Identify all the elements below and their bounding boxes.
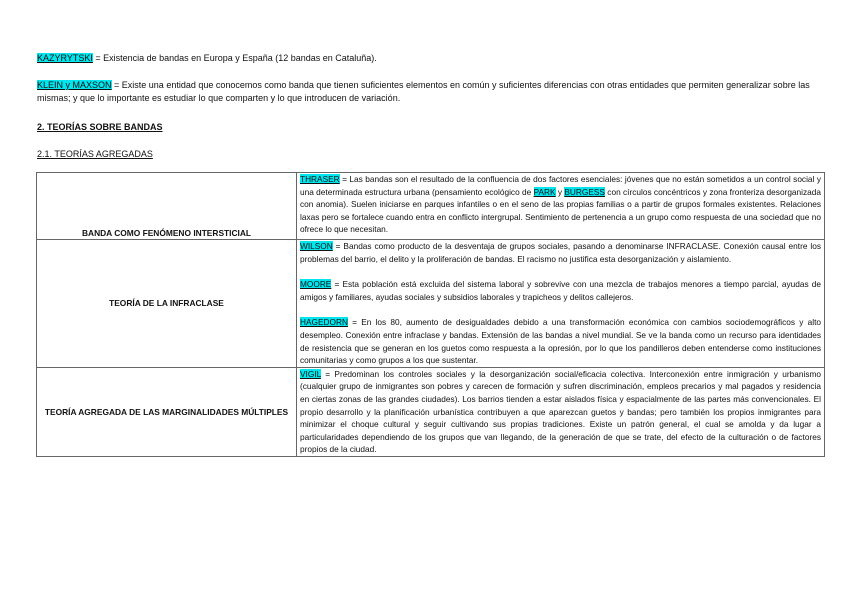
table-row [37,367,825,456]
author-park: PARK [533,186,556,197]
klein-paragraph [37,79,817,105]
author-burgess: BURGESS [564,186,605,197]
subsection-title: 2.1. TEORÍAS AGREGADAS [37,149,153,159]
moore-paragraph: MOORE = Esta población está excluida del sistema laboral y sobrevive con una mezcla de trabajos menores a tiempo parcial, ayudas de amigos y familiares, ayudas sociales y subsidios laborales y trapicheos y delitos callejeros. [300,279,821,302]
row-label: BANDA COMO FENÓMENO INTERSTICIAL [37,173,297,240]
table-row [37,240,825,368]
kazyrtski-text: = Existencia de bandas en Europa y España (12 bandas en Cataluña). [92,53,377,63]
author-klein-maxson: KLEIN y MAXSON [37,80,112,90]
hagedorn-paragraph: HAGEDORN = En los 80, aumento de desigualdades debido a una transformación económica con cambios sociodemográficos y alto desempleo. Conexión entre infraclase y bandas. Extensión de las bandas a nivel mundial. Se ve la banda como un recurso para identidades de resistencia que se generan en los guetos como respuesta a la opresión, por lo que los pandilleros deben entenderse como instituciones comunitarias y como grupos a los que sustentar. [300,317,821,366]
author-wilson: WILSON [300,241,333,251]
row-content [297,367,825,456]
author-kazyrtski: KAZYRYTSKI [37,53,93,63]
author-moore: MOORE [300,279,332,290]
thraser-paragraph: THRASER = Las bandas son el resultado de la confluencia de dos factores esenciales: jóvenes que no están sometidos a un control social y una determinada estructura urbana (pensamiento ecológico de PARK y BURGESS con círculos concéntricos y zona fronteriza desorganizada con anomia). Suelen iniciarse en parques infantiles o en el seno de las propias familias o a partir de grupos formales existentes. Relaciones laxas pero se fortalece cuando entra en conflicto intergrupal. Sentimiento de pertenencia a un grupo como respuesta de una sociedad que no ofrece lo que necesitan. [300,174,821,235]
row-label: TEORÍA AGREGADA DE LAS MARGINALIDADES MÚLTIPLES [37,367,297,456]
row-label: TEORÍA DE LA INFRACLASE [37,240,297,368]
author-thraser: THRASER [300,174,340,184]
vigil-paragraph: VIGIL = Predominan los controles sociales y la desorganización social/eficacia colectiva. Interconexión entre inmigración y urbanismo (cualquier grupo de inmigrantes son pobres y carecen de formación y sufren discriminación, empleos precarios y mal pagados y residencia en ciertas zonas de las grandes ciudades). Los barrios tienden a estar aislados física y espacialmente de las partes más convencionales. El propio desarrollo y la planificación urbanística contribuyen a que aparezcan guetos y bandas; pero también los propios inmigrantes para minimizar el choque cultural y seguir cultivando sus propias tradiciones. Existe un patrón general, el cual se amolda y da lugar a particularidades dependiendo de los grupos que van llegando, de la generación de que se trate, del efecto de la culturación o de factores propios de la ciudad. [300,368,821,455]
author-vigil: VIGIL [300,368,321,379]
author-hagedorn: HAGEDORN [300,317,348,328]
table-row [37,173,825,240]
theories-table [36,172,825,457]
kazyrtski-line [37,52,377,65]
row-content [297,173,825,240]
section-title: 2. TEORÍAS SOBRE BANDAS [37,122,163,132]
wilson-paragraph: WILSON = Bandas como producto de la desventaja de grupos sociales, pasando a denominarse INFRACLASE. Conexión causal entre los problemas del barrio, el delito y la proliferación de bandas. El racismo no justifica esta desorganización y aislamiento. [300,241,821,264]
klein-text: = Existe una entidad que conocemos como banda que tienen suficientes elementos en común y suficientes diferencias con otras entidades que permiten generalizar sobre las mismas; y que lo importante es estudiar lo que comparten y lo que introducen de variación. [37,80,810,103]
row-content [297,240,825,368]
